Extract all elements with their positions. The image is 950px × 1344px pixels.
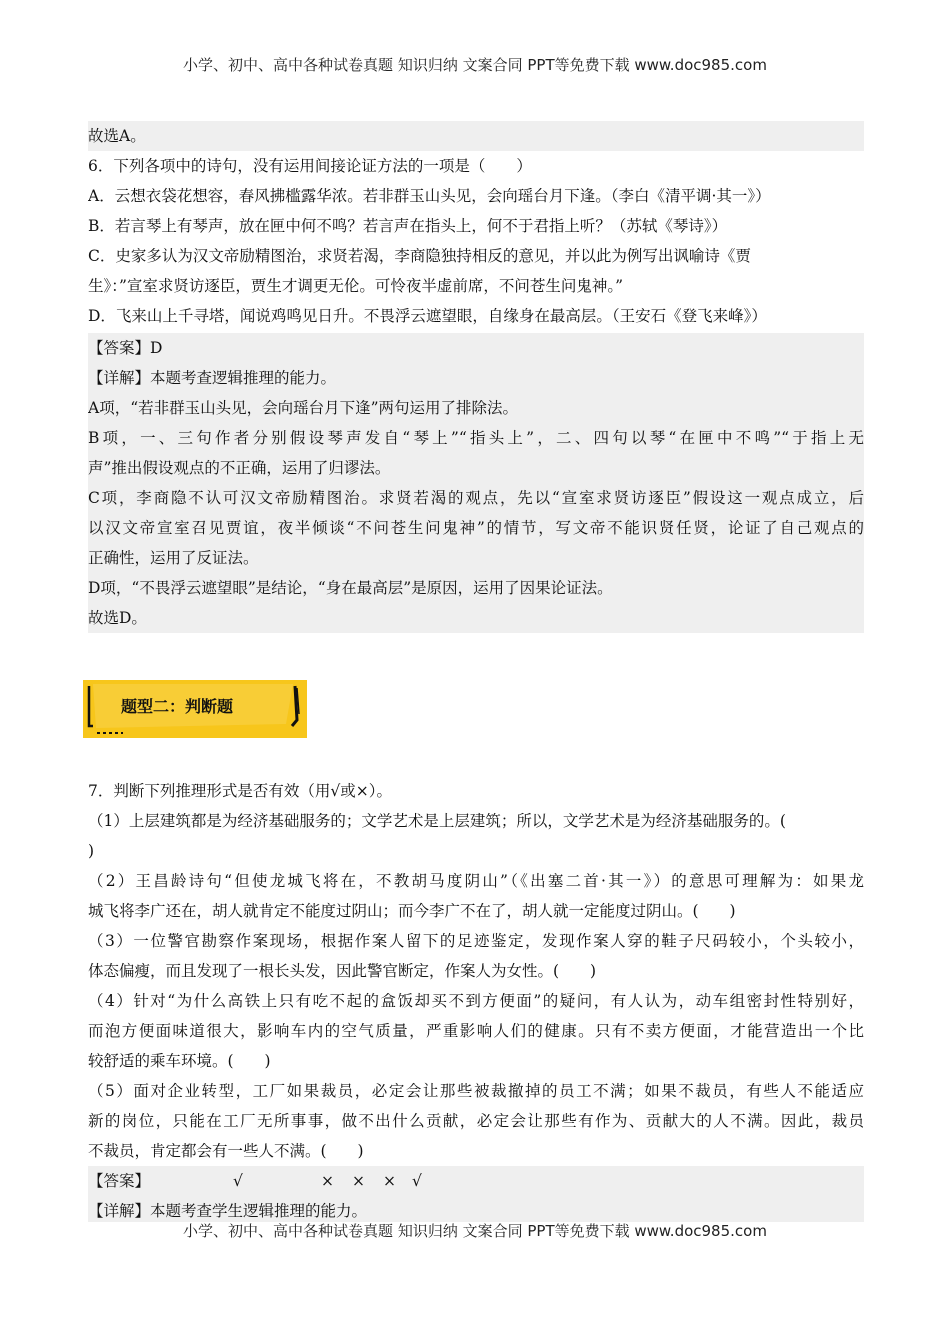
previous-conclusion: 故选A。: [88, 127, 146, 145]
q7-statement-2-line2: 城飞将李广还在，胡人就肯定不能度过阴山；而今李广不在了，胡人就一定能度过阴山。( ): [88, 902, 736, 920]
q7-statement-1-line1: （1）上层建筑都是为经济基础服务的；文学艺术是上层建筑；所以，文学艺术是为经济基础服务的。(: [88, 812, 786, 830]
q7-statement-5-line2: 新的岗位，只能在工厂无所事事，做不出什么贡献，必定会让那些有作为、贡献大的人不满。因此，裁员: [88, 1112, 864, 1130]
page-footer: 小学、初中、高中各种试卷真题 知识归纳 文案合同 PPT等免费下载 www.doc985.com: [183, 1222, 767, 1240]
q6-explain-b-line2: 声”推出假设观点的不正确，运用了归谬法。: [88, 459, 391, 477]
q7-answer-mark: √: [412, 1172, 422, 1190]
q6-stem: 6．下列各项中的诗句，没有运用间接论证方法的一项是（ ）: [88, 157, 532, 175]
q7-statement-5-line3: 不裁员，肯定都会有一些人不满。( ): [88, 1142, 364, 1160]
q6-explain-c-line3: 正确性，运用了反证法。: [88, 549, 259, 567]
q6-explain-a: A项，“若非群玉山头见，会向瑶台月下逢”两句运用了排除法。: [88, 399, 519, 417]
q6-explain-d: D项，“不畏浮云遮望眼”是结论，“身在最高层”是原因，运用了因果论证法。: [88, 579, 613, 597]
q7-answer-mark: ×: [352, 1172, 365, 1190]
section-title: 题型二：判断题: [121, 697, 234, 716]
q6-option-d: D．飞来山上千寻塔，闻说鸡鸣见日升。不畏浮云遮望眼，自缘身在最高层。（王安石《登飞来峰》）: [88, 307, 767, 325]
section-banner: [83, 680, 307, 738]
q6-option-c-line2: 生》：”宣室求贤访逐臣，贾生才调更无伦。可怜夜半虚前席，不问苍生问鬼神。”: [88, 277, 624, 295]
previous-answer-block: [88, 121, 864, 151]
q7-answer-mark: ×: [383, 1172, 396, 1190]
question-6: [88, 151, 864, 331]
q7-answer: [88, 1166, 864, 1196]
q6-option-c-line1: C．史家多认为汉文帝励精图治，求贤若渴，李商隐独持相反的意见，并以此为例写出讽喻诗《贾: [88, 247, 751, 265]
q6-option-a: A．云想衣袋花想容，春风拂槛露华浓。若非群玉山头见，会向瑶台月下逢。（李白《清平调·其一》）: [88, 187, 771, 205]
q6-explain-c-line2: 以汉文帝宣室召见贾谊，夜半倾谈“不问苍生问鬼神”的情节，写文帝不能识贤任贤，论证了自己观点的: [88, 519, 864, 537]
q7-answer-block: [88, 1166, 864, 1222]
q7-statement-5-line1: （5）面对企业转型，工厂如果裁员，必定会让那些被裁撤掉的员工不满；如果不裁员，有些人不能适应: [88, 1082, 864, 1100]
q7-stem: 7．判断下列推理形式是否有效（用√或×）。: [88, 782, 392, 800]
q7-answer-mark: √: [233, 1172, 243, 1190]
question-7: [88, 776, 864, 1166]
q7-statement-2-line1: （2）王昌龄诗句“但使龙城飞将在，不教胡马度阴山”（《出塞二首·其一》）的意思可理解为：如果龙: [88, 872, 864, 890]
q7-statement-4-line1: （4）针对“为什么高铁上只有吃不起的盒饭却买不到方便面”的疑问，有人认为，动车组密封性特别好，: [88, 992, 864, 1010]
page-header: 小学、初中、高中各种试卷真题 知识归纳 文案合同 PPT等免费下载 www.doc985.com: [183, 56, 767, 74]
q7-statement-3-line2: 体态偏瘦，而且发现了一根长头发，因此警官断定，作案人为女性。( ): [88, 962, 597, 980]
q7-statement-1-line2: ): [88, 842, 95, 860]
q6-answer: 【答案】D: [88, 339, 163, 357]
q7-statement-3-line1: （3）一位警官勘察作案现场，根据作案人留下的足迹鉴定，发现作案人穿的鞋子尺码较小，个头较小，: [88, 932, 864, 950]
q7-statement-4-line3: 较舒适的乘车环境。( ): [88, 1052, 271, 1070]
q7-answer-label: 【答案】: [88, 1172, 151, 1190]
q6-option-b: B．若言琴上有琴声，放在匣中何不鸣？若言声在指头上，何不于君指上听？（苏轼《琴诗》）: [88, 217, 728, 235]
q6-explain-c-line1: C项，李商隐不认可汉文帝励精图治。求贤若渴的观点，先以“宣室求贤访逐臣”假设这一观点成立，后: [88, 489, 864, 507]
q7-answer-mark: ×: [321, 1172, 334, 1190]
q6-explain-b-line1: B项，一、三句作者分别假设琴声发自“琴上”“指头上”，二、四句以琴“在匣中不鸣”“于指上无: [88, 429, 864, 447]
q6-answer-block: [88, 333, 864, 633]
q6-detail: 【详解】本题考查逻辑推理的能力。: [88, 369, 337, 387]
q7-detail: 【详解】本题考查学生逻辑推理的能力。: [88, 1202, 368, 1220]
q7-statement-4-line2: 而泡方便面味道很大，影响车内的空气质量，严重影响人们的健康。只有不卖方便面，才能营造出一个比: [88, 1022, 864, 1040]
q6-conclusion: 故选D。: [88, 609, 147, 627]
